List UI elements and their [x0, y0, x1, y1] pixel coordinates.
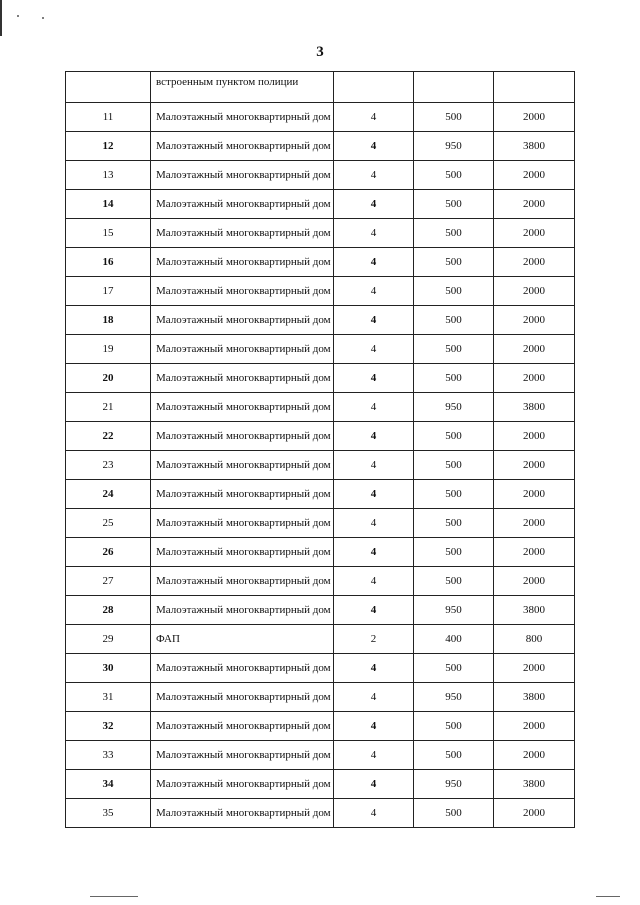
- col-3-value: 4: [334, 683, 414, 712]
- table-row: [66, 770, 575, 799]
- row-number: 13: [66, 161, 151, 190]
- table-row: [66, 480, 575, 509]
- col-5-value: 2000: [494, 451, 575, 480]
- table-row: [66, 190, 575, 219]
- object-name: Малоэтажный многоквартирный дом: [151, 103, 334, 132]
- col-4-value: 950: [414, 393, 494, 422]
- col-4-value: 500: [414, 509, 494, 538]
- col-4-value: 500: [414, 103, 494, 132]
- col-4-value: 500: [414, 190, 494, 219]
- col-3-value: 4: [334, 770, 414, 799]
- table-row: [66, 509, 575, 538]
- object-name: Малоэтажный многоквартирный дом: [151, 683, 334, 712]
- object-name: ФАП: [151, 625, 334, 654]
- col-4-value: 950: [414, 770, 494, 799]
- object-name: Малоэтажный многоквартирный дом: [151, 335, 334, 364]
- table-row: [66, 248, 575, 277]
- col-5-value: 2000: [494, 248, 575, 277]
- col-4-value: 500: [414, 712, 494, 741]
- row-number: 27: [66, 567, 151, 596]
- object-name: Малоэтажный многоквартирный дом: [151, 161, 334, 190]
- col-3-value: 2: [334, 625, 414, 654]
- col-5-value: 3800: [494, 393, 575, 422]
- col-4-value: 950: [414, 596, 494, 625]
- col-4-value: 500: [414, 654, 494, 683]
- col-3-value: 4: [334, 567, 414, 596]
- col-3-value: 4: [334, 741, 414, 770]
- row-number: 16: [66, 248, 151, 277]
- object-name: Малоэтажный многоквартирный дом: [151, 741, 334, 770]
- col-3-value: 4: [334, 654, 414, 683]
- col-5-value: 3800: [494, 770, 575, 799]
- col-3-value: 4: [334, 161, 414, 190]
- row-number: 23: [66, 451, 151, 480]
- col-5-value: [494, 72, 575, 103]
- table-row: [66, 567, 575, 596]
- row-number: 25: [66, 509, 151, 538]
- col-3-value: 4: [334, 306, 414, 335]
- col-3-value: 4: [334, 480, 414, 509]
- col-5-value: 800: [494, 625, 575, 654]
- col-5-value: 2000: [494, 306, 575, 335]
- col-4-value: 500: [414, 277, 494, 306]
- object-name: Малоэтажный многоквартирный дом: [151, 712, 334, 741]
- scan-speck: [17, 15, 19, 17]
- col-3-value: 4: [334, 596, 414, 625]
- col-3-value: 4: [334, 248, 414, 277]
- object-name: встроенным пунктом полиции: [151, 72, 334, 103]
- col-3-value: 4: [334, 538, 414, 567]
- col-5-value: 3800: [494, 596, 575, 625]
- col-5-value: 2000: [494, 567, 575, 596]
- col-5-value: 2000: [494, 335, 575, 364]
- row-number: 15: [66, 219, 151, 248]
- object-name: Малоэтажный многоквартирный дом: [151, 451, 334, 480]
- table-row: [66, 132, 575, 161]
- row-number: 17: [66, 277, 151, 306]
- object-name: Малоэтажный многоквартирный дом: [151, 770, 334, 799]
- col-5-value: 2000: [494, 480, 575, 509]
- row-number: 11: [66, 103, 151, 132]
- object-name: Малоэтажный многоквартирный дом: [151, 190, 334, 219]
- col-5-value: 2000: [494, 219, 575, 248]
- col-4-value: 500: [414, 451, 494, 480]
- col-5-value: 2000: [494, 277, 575, 306]
- col-5-value: 2000: [494, 538, 575, 567]
- row-number: 14: [66, 190, 151, 219]
- object-name: Малоэтажный многоквартирный дом: [151, 480, 334, 509]
- table-row: [66, 451, 575, 480]
- col-4-value: 500: [414, 248, 494, 277]
- col-3-value: 4: [334, 335, 414, 364]
- row-number: 34: [66, 770, 151, 799]
- col-5-value: 2000: [494, 422, 575, 451]
- row-number: 22: [66, 422, 151, 451]
- table-row: [66, 161, 575, 190]
- col-3-value: 4: [334, 190, 414, 219]
- col-4-value: 500: [414, 306, 494, 335]
- col-4-value: 500: [414, 422, 494, 451]
- object-name: Малоэтажный многоквартирный дом: [151, 306, 334, 335]
- row-number: 28: [66, 596, 151, 625]
- row-number: 12: [66, 132, 151, 161]
- table-row: [66, 306, 575, 335]
- object-name: Малоэтажный многоквартирный дом: [151, 393, 334, 422]
- scan-edge-mark: [0, 0, 2, 36]
- col-3-value: 4: [334, 422, 414, 451]
- col-5-value: 3800: [494, 132, 575, 161]
- object-name: Малоэтажный многоквартирный дом: [151, 132, 334, 161]
- col-4-value: 400: [414, 625, 494, 654]
- table-row: [66, 277, 575, 306]
- row-number: 18: [66, 306, 151, 335]
- col-4-value: 500: [414, 219, 494, 248]
- col-5-value: 2000: [494, 654, 575, 683]
- col-4-value: 500: [414, 741, 494, 770]
- row-number: 35: [66, 799, 151, 828]
- table-row: [66, 625, 575, 654]
- footer-mark: [596, 896, 620, 897]
- table-row: [66, 364, 575, 393]
- row-number: 19: [66, 335, 151, 364]
- col-4-value: 950: [414, 683, 494, 712]
- col-3-value: 4: [334, 509, 414, 538]
- row-number: 26: [66, 538, 151, 567]
- col-4-value: 500: [414, 364, 494, 393]
- object-name: Малоэтажный многоквартирный дом: [151, 364, 334, 393]
- table-body: [66, 72, 575, 828]
- scan-speck: [42, 17, 44, 19]
- table-row: [66, 103, 575, 132]
- row-number: [66, 72, 151, 103]
- footer-mark: [90, 896, 138, 897]
- col-3-value: 4: [334, 277, 414, 306]
- object-name: Малоэтажный многоквартирный дом: [151, 538, 334, 567]
- col-5-value: 3800: [494, 683, 575, 712]
- table-row: [66, 72, 575, 103]
- table-row: [66, 596, 575, 625]
- table-row: [66, 219, 575, 248]
- col-5-value: 2000: [494, 741, 575, 770]
- col-3-value: 4: [334, 132, 414, 161]
- col-5-value: 2000: [494, 509, 575, 538]
- object-name: Малоэтажный многоквартирный дом: [151, 248, 334, 277]
- table-row: [66, 422, 575, 451]
- row-number: 24: [66, 480, 151, 509]
- table-row: [66, 683, 575, 712]
- object-name: Малоэтажный многоквартирный дом: [151, 219, 334, 248]
- col-5-value: 2000: [494, 712, 575, 741]
- page-number: 3: [316, 44, 324, 60]
- object-name: Малоэтажный многоквартирный дом: [151, 277, 334, 306]
- col-5-value: 2000: [494, 799, 575, 828]
- table-row: [66, 799, 575, 828]
- object-name: Малоэтажный многоквартирный дом: [151, 799, 334, 828]
- object-name: Малоэтажный многоквартирный дом: [151, 596, 334, 625]
- col-4-value: 500: [414, 335, 494, 364]
- col-5-value: 2000: [494, 103, 575, 132]
- col-3-value: [334, 72, 414, 103]
- table-row: [66, 741, 575, 770]
- col-4-value: 500: [414, 567, 494, 596]
- col-5-value: 2000: [494, 364, 575, 393]
- col-4-value: 500: [414, 480, 494, 509]
- col-3-value: 4: [334, 799, 414, 828]
- table-row: [66, 712, 575, 741]
- row-number: 20: [66, 364, 151, 393]
- col-5-value: 2000: [494, 161, 575, 190]
- table-row: [66, 393, 575, 422]
- col-3-value: 4: [334, 103, 414, 132]
- col-3-value: 4: [334, 451, 414, 480]
- row-number: 29: [66, 625, 151, 654]
- object-name: Малоэтажный многоквартирный дом: [151, 422, 334, 451]
- col-3-value: 4: [334, 364, 414, 393]
- row-number: 32: [66, 712, 151, 741]
- table-row: [66, 335, 575, 364]
- col-3-value: 4: [334, 712, 414, 741]
- object-name: Малоэтажный многоквартирный дом: [151, 567, 334, 596]
- col-4-value: 950: [414, 132, 494, 161]
- row-number: 30: [66, 654, 151, 683]
- table-row: [66, 654, 575, 683]
- col-4-value: 500: [414, 799, 494, 828]
- col-3-value: 4: [334, 219, 414, 248]
- row-number: 31: [66, 683, 151, 712]
- col-4-value: [414, 72, 494, 103]
- row-number: 21: [66, 393, 151, 422]
- col-4-value: 500: [414, 161, 494, 190]
- col-5-value: 2000: [494, 190, 575, 219]
- object-name: Малоэтажный многоквартирный дом: [151, 654, 334, 683]
- table-row: [66, 538, 575, 567]
- col-3-value: 4: [334, 393, 414, 422]
- col-4-value: 500: [414, 538, 494, 567]
- row-number: 33: [66, 741, 151, 770]
- object-name: Малоэтажный многоквартирный дом: [151, 509, 334, 538]
- data-table: [65, 71, 575, 828]
